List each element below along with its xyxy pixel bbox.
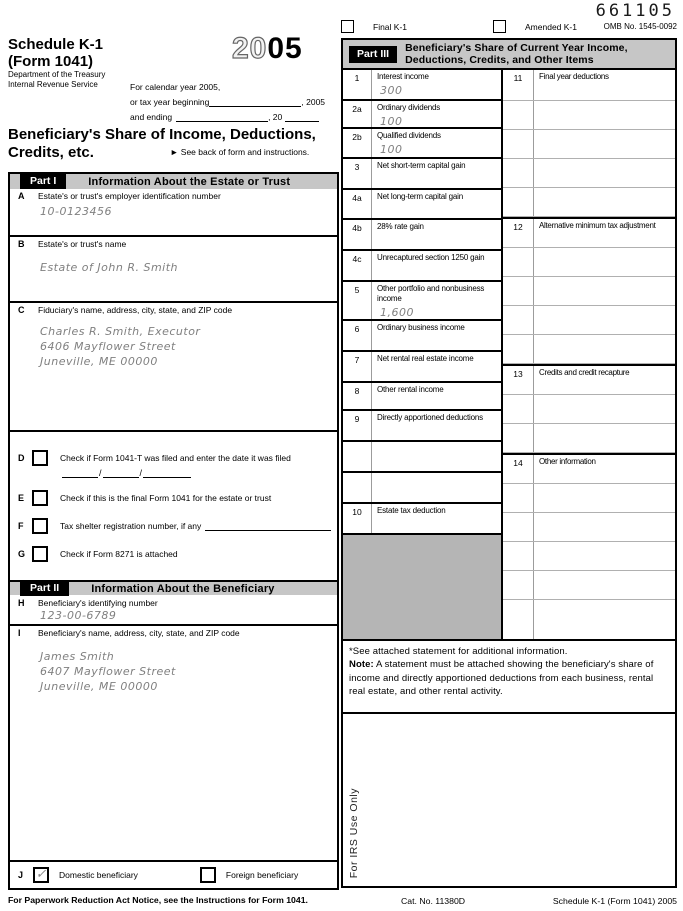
part3-entry-row[interactable] xyxy=(503,424,675,453)
part3-row-2b xyxy=(343,129,501,159)
foreign-beneficiary-label: Foreign beneficiary xyxy=(225,870,299,880)
fiduciary-line3: Juneville, ME 00000 xyxy=(40,354,158,368)
row-number-cell xyxy=(503,542,534,570)
row-value[interactable]: 300 xyxy=(380,84,403,97)
row-number: 2a xyxy=(343,101,372,127)
part3-entry-row[interactable] xyxy=(503,248,675,277)
domestic-beneficiary-checkbox[interactable] xyxy=(33,867,49,883)
beneficiary-line3: Juneville, ME 00000 xyxy=(40,679,158,693)
item-h-label: Beneficiary's identifying number xyxy=(38,598,158,608)
box-i-beneficiary-address xyxy=(10,624,337,860)
form-number: (Form 1041) xyxy=(8,53,94,71)
calendar-line3-suffix: , 20 xyxy=(268,112,283,122)
part3-entry-row[interactable] xyxy=(503,130,675,159)
right-footer xyxy=(341,896,677,906)
row-label-cell[interactable] xyxy=(372,251,501,280)
item-d-label: Check if Form 1041-T was filed and enter the date it was filed xyxy=(60,453,291,463)
row-value[interactable]: 1,600 xyxy=(380,306,414,319)
schedule-name: Schedule K-1 xyxy=(8,36,104,53)
row-number-cell xyxy=(503,484,534,512)
part3-other-column xyxy=(503,70,675,639)
row-number: 11 xyxy=(503,70,534,100)
beneficiary-id-value[interactable]: 123-00-6789 xyxy=(40,609,117,622)
omb-number: OMB No. 1545-0092 xyxy=(603,22,677,31)
left-panel-boxes xyxy=(8,172,339,890)
row-label-cell[interactable] xyxy=(372,411,501,440)
item-h-letter: H xyxy=(18,598,25,608)
ending-year-input[interactable] xyxy=(285,113,319,122)
part1-title: Information About the Estate or Trust xyxy=(88,175,291,188)
item-g-letter: G xyxy=(18,549,26,559)
row-entry-cell[interactable] xyxy=(534,248,675,276)
row-label: Estate tax deduction xyxy=(377,506,446,515)
tax-shelter-number-input[interactable] xyxy=(205,522,331,531)
row-entry-cell[interactable] xyxy=(534,424,675,452)
note-rest: A statement must be attached showing the beneficiary's share of income and directly apportioned deductions from each business, rental real estate, and other rental activity. xyxy=(349,659,654,698)
item-i-label: Beneficiary's name, address, city, state, and ZIP code xyxy=(38,628,240,638)
calendar-line2-suffix: , 2005 xyxy=(301,97,326,107)
row-number: 12 xyxy=(503,219,534,247)
row-number: 8 xyxy=(343,383,372,409)
schedule-title xyxy=(8,36,103,71)
part3-entry-row[interactable] xyxy=(503,395,675,424)
item-c-letter: C xyxy=(18,305,25,315)
row-label: Directly apportioned deductions xyxy=(377,413,483,422)
row-label-cell[interactable] xyxy=(372,129,501,157)
row-label[interactable]: Alternative minimum tax adjustment xyxy=(539,221,656,230)
note-line xyxy=(349,658,669,698)
part3-row-3 xyxy=(343,159,501,190)
row-number-cell xyxy=(503,188,534,216)
row-number: 3 xyxy=(343,159,372,188)
tax-shelter-checkbox[interactable] xyxy=(32,518,48,534)
part3-row-2a xyxy=(343,101,501,129)
item-b-letter: B xyxy=(18,239,25,249)
form-serial-number: 661105 xyxy=(595,1,675,21)
amended-k1-label: Amended K-1 xyxy=(525,21,577,32)
note-bold: Note: xyxy=(349,659,374,671)
part3-entry-row[interactable] xyxy=(503,484,675,513)
main-title-line1: Beneficiary's Share of Income, Deductions, xyxy=(8,126,316,143)
tax-year xyxy=(232,32,303,66)
row-number: 9 xyxy=(343,411,372,440)
item-g-group xyxy=(18,546,331,562)
row-label[interactable]: Credits and credit recapture xyxy=(539,368,630,377)
row-label: Net rental real estate income xyxy=(377,354,474,363)
part3-columns xyxy=(343,70,675,639)
tax-year-ending-label: and ending xyxy=(130,112,173,122)
department-lines xyxy=(8,70,105,89)
ein-value[interactable]: 10-0123456 xyxy=(40,205,112,218)
item-a-letter: A xyxy=(18,191,25,201)
part3-title-line2: Deductions, Credits, and Other Items xyxy=(405,54,594,66)
part3-row-4a xyxy=(343,190,501,220)
row-number: 2b xyxy=(343,129,372,157)
row-number: 14 xyxy=(503,455,534,483)
row-label[interactable]: Final year deductions xyxy=(539,72,609,81)
part3-entry-row[interactable] xyxy=(503,159,675,188)
row-number: 10 xyxy=(343,504,372,533)
row-number: 7 xyxy=(343,352,372,381)
row-number-cell xyxy=(503,600,534,639)
row-entry-cell[interactable] xyxy=(534,395,675,423)
domestic-beneficiary-label: Domestic beneficiary xyxy=(59,870,138,880)
form-8271-checkbox[interactable] xyxy=(32,546,48,562)
part3-entry-row[interactable] xyxy=(503,335,675,364)
fiduciary-line1: Charles R. Smith, Executor xyxy=(40,325,201,338)
row-number: 5 xyxy=(343,282,372,319)
row-label: 28% rate gain xyxy=(377,222,424,231)
foreign-beneficiary-checkbox[interactable] xyxy=(200,867,216,883)
item-e-letter: E xyxy=(18,493,25,503)
row-number-cell xyxy=(503,306,534,334)
paperwork-notice: For Paperwork Reduction Act Notice, see the Instructions for Form 1041. xyxy=(8,895,308,905)
row-label-cell[interactable] xyxy=(372,190,501,218)
tax-year-beginning-input[interactable] xyxy=(209,98,301,107)
row-label-cell[interactable] xyxy=(372,282,501,319)
row-entry-cell[interactable] xyxy=(534,188,675,216)
beneficiary-address-value[interactable] xyxy=(40,650,331,695)
part3-entry-row[interactable] xyxy=(503,101,675,130)
row-entry-cell[interactable] xyxy=(534,277,675,305)
form-header xyxy=(8,0,339,172)
dept-line1: Department of the Treasury xyxy=(8,70,106,79)
part3-row-14 xyxy=(503,453,675,484)
part3-row-13 xyxy=(503,364,675,395)
part2-title: Information About the Beneficiary xyxy=(91,582,275,595)
row-number xyxy=(343,442,372,471)
row-entry-cell[interactable] xyxy=(534,306,675,334)
beneficiary-line1: James Smith xyxy=(40,650,115,663)
part3-row-7 xyxy=(343,352,501,383)
part3-empty-row xyxy=(343,473,501,504)
item-j-letter: J xyxy=(18,870,24,880)
part3-entry-row[interactable] xyxy=(503,542,675,571)
row-label: Interest income xyxy=(377,72,429,81)
item-f-group xyxy=(18,518,331,534)
left-panel xyxy=(8,0,339,911)
row-label-cell[interactable] xyxy=(372,101,501,127)
box-c-fiduciary xyxy=(10,301,337,430)
statement-note xyxy=(343,639,675,714)
item-e-group xyxy=(18,490,331,506)
irs-use-only-label: For IRS Use Only xyxy=(348,787,360,878)
row-number-cell xyxy=(503,248,534,276)
box-h-identifying-number xyxy=(10,595,337,624)
row-label: Net short-term capital gain xyxy=(377,161,466,170)
row-label: Other rental income xyxy=(377,385,444,394)
calendar-line1: For calendar year 2005, xyxy=(130,82,221,92)
dept-line2: Internal Revenue Service xyxy=(8,79,98,89)
part3-panel xyxy=(341,38,677,888)
row-entry-cell[interactable] xyxy=(534,335,675,363)
part3-row-9 xyxy=(343,411,501,442)
final-1041-checkbox[interactable] xyxy=(32,490,48,506)
item-d-group xyxy=(18,450,331,478)
date-filed-input[interactable]: / / xyxy=(62,468,331,478)
final-k1-checkbox[interactable] xyxy=(341,20,354,33)
main-title-line2: Credits, etc. xyxy=(8,143,94,161)
box-a-ein xyxy=(10,189,337,235)
row-number-cell xyxy=(503,395,534,423)
row-number-cell xyxy=(503,101,534,129)
item-b-label: Estate's or trust's name xyxy=(38,239,127,249)
row-entry-cell[interactable] xyxy=(534,513,675,541)
part3-income-column xyxy=(343,70,503,639)
row-number-cell xyxy=(503,130,534,158)
part3-row-4b xyxy=(343,220,501,251)
item-d-letter: D xyxy=(18,453,25,463)
part3-title-line1: Beneficiary's Share of Current Year Income, xyxy=(405,41,628,54)
irs-use-only-box xyxy=(343,714,675,886)
row-number: 4c xyxy=(343,251,372,280)
part3-row-1 xyxy=(343,70,501,101)
trust-name-value[interactable]: Estate of John R. Smith xyxy=(40,261,178,274)
part3-chip: Part III xyxy=(349,46,397,63)
amended-k1-checkbox[interactable] xyxy=(493,20,506,33)
row-number: 4a xyxy=(343,190,372,218)
row-label-cell[interactable] xyxy=(372,159,501,188)
item-a-label: Estate's or trust's employer identification number xyxy=(38,191,221,201)
row-number-cell xyxy=(503,277,534,305)
schedule-id-footer: Schedule K-1 (Form 1041) 2005 xyxy=(552,896,677,906)
row-label-cell[interactable] xyxy=(372,220,501,249)
item-i-letter: I xyxy=(18,628,21,638)
part3-row-12 xyxy=(503,217,675,248)
calendar-year-block xyxy=(130,83,339,128)
part1-header-bar xyxy=(10,174,337,189)
year-bold-digits: 05 xyxy=(267,32,303,65)
row-entry-cell[interactable] xyxy=(534,571,675,599)
shaded-unused-area xyxy=(343,535,501,639)
row-label: Other portfolio and nonbusiness income xyxy=(377,284,485,303)
row-label-cell[interactable] xyxy=(372,442,501,471)
row-entry-cell[interactable] xyxy=(534,484,675,512)
catalog-number: Cat. No. 11380D xyxy=(401,896,466,906)
item-e-label: Check if this is the final Form 1041 for the estate or trust xyxy=(60,493,272,503)
row-label: Qualified dividends xyxy=(377,131,441,140)
box-b-trust-name xyxy=(10,235,337,301)
row-label-cell[interactable] xyxy=(372,70,501,99)
k1-status-row xyxy=(341,20,677,33)
domestic-checkmark: ✓ xyxy=(35,866,47,881)
row-number: 13 xyxy=(503,366,534,394)
item-c-label: Fiduciary's name, address, city, state, and ZIP code xyxy=(38,305,233,315)
row-label: Unrecaptured section 1250 gain xyxy=(377,253,485,262)
row-number xyxy=(343,473,372,502)
row-entry-cell[interactable] xyxy=(534,600,675,639)
beneficiary-line2: 6407 Mayflower Street xyxy=(40,664,176,678)
part3-row-8 xyxy=(343,383,501,411)
row-value[interactable]: 100 xyxy=(380,115,403,128)
part3-entry-row[interactable] xyxy=(503,513,675,542)
tax-year-ending-input[interactable] xyxy=(176,113,268,122)
row-number: 4b xyxy=(343,220,372,249)
part3-row-10 xyxy=(343,504,501,535)
row-label-cell[interactable] xyxy=(372,473,501,502)
form-1041t-checkbox[interactable] xyxy=(32,450,48,466)
row-label: Ordinary dividends xyxy=(377,103,441,112)
row-number-cell xyxy=(503,335,534,363)
row-number-cell xyxy=(503,159,534,187)
row-value[interactable]: 100 xyxy=(380,143,403,156)
row-label-cell[interactable] xyxy=(372,383,501,409)
part1-chip: Part I xyxy=(20,174,66,189)
box-d-through-g xyxy=(10,430,337,580)
row-entry-cell[interactable] xyxy=(534,542,675,570)
part3-header-bar xyxy=(343,40,675,70)
row-number-cell xyxy=(503,571,534,599)
row-label-cell[interactable] xyxy=(372,504,501,533)
part3-row-11 xyxy=(503,70,675,101)
fiduciary-line2: 6406 Mayflower Street xyxy=(40,339,176,353)
see-attached-line: *See attached statement for additional information. xyxy=(349,646,568,657)
part3-row-4c xyxy=(343,251,501,282)
tax-year-beginning-label: or tax year beginning xyxy=(130,97,210,107)
row-number: 6 xyxy=(343,321,372,350)
part3-entry-row[interactable] xyxy=(503,188,675,217)
row-label[interactable]: Other information xyxy=(539,457,596,466)
part3-entry-row[interactable] xyxy=(503,306,675,335)
part3-entry-row[interactable] xyxy=(503,571,675,600)
part3-row-5 xyxy=(343,282,501,321)
part2-header-bar xyxy=(10,580,337,595)
part3-entry-row[interactable] xyxy=(503,277,675,306)
part3-title xyxy=(405,42,628,67)
row-entry-cell[interactable] xyxy=(534,159,675,187)
row-entry-cell[interactable] xyxy=(534,101,675,129)
item-g-label: Check if Form 8271 is attached xyxy=(60,549,178,559)
row-number-cell xyxy=(503,424,534,452)
box-j-beneficiary-type xyxy=(10,860,337,888)
row-label: Ordinary business income xyxy=(377,323,465,332)
final-k1-label: Final K-1 xyxy=(373,21,408,32)
row-number-cell xyxy=(503,513,534,541)
part2-chip: Part II xyxy=(20,581,69,596)
part3-entry-row[interactable] xyxy=(503,600,675,639)
fiduciary-address-value[interactable] xyxy=(40,325,331,370)
row-label-cell[interactable] xyxy=(372,352,501,381)
item-f-letter: F xyxy=(18,521,24,531)
see-back-note: ► See back of form and instructions. xyxy=(170,147,310,157)
part3-row-6 xyxy=(343,321,501,352)
row-label-cell[interactable] xyxy=(372,321,501,350)
row-number: 1 xyxy=(343,70,372,99)
row-entry-cell[interactable] xyxy=(534,130,675,158)
part3-empty-row xyxy=(343,442,501,473)
year-outline-digits: 20 xyxy=(232,32,268,65)
row-label: Net long-term capital gain xyxy=(377,192,463,201)
item-f-label: Tax shelter registration number, if any xyxy=(60,521,202,531)
